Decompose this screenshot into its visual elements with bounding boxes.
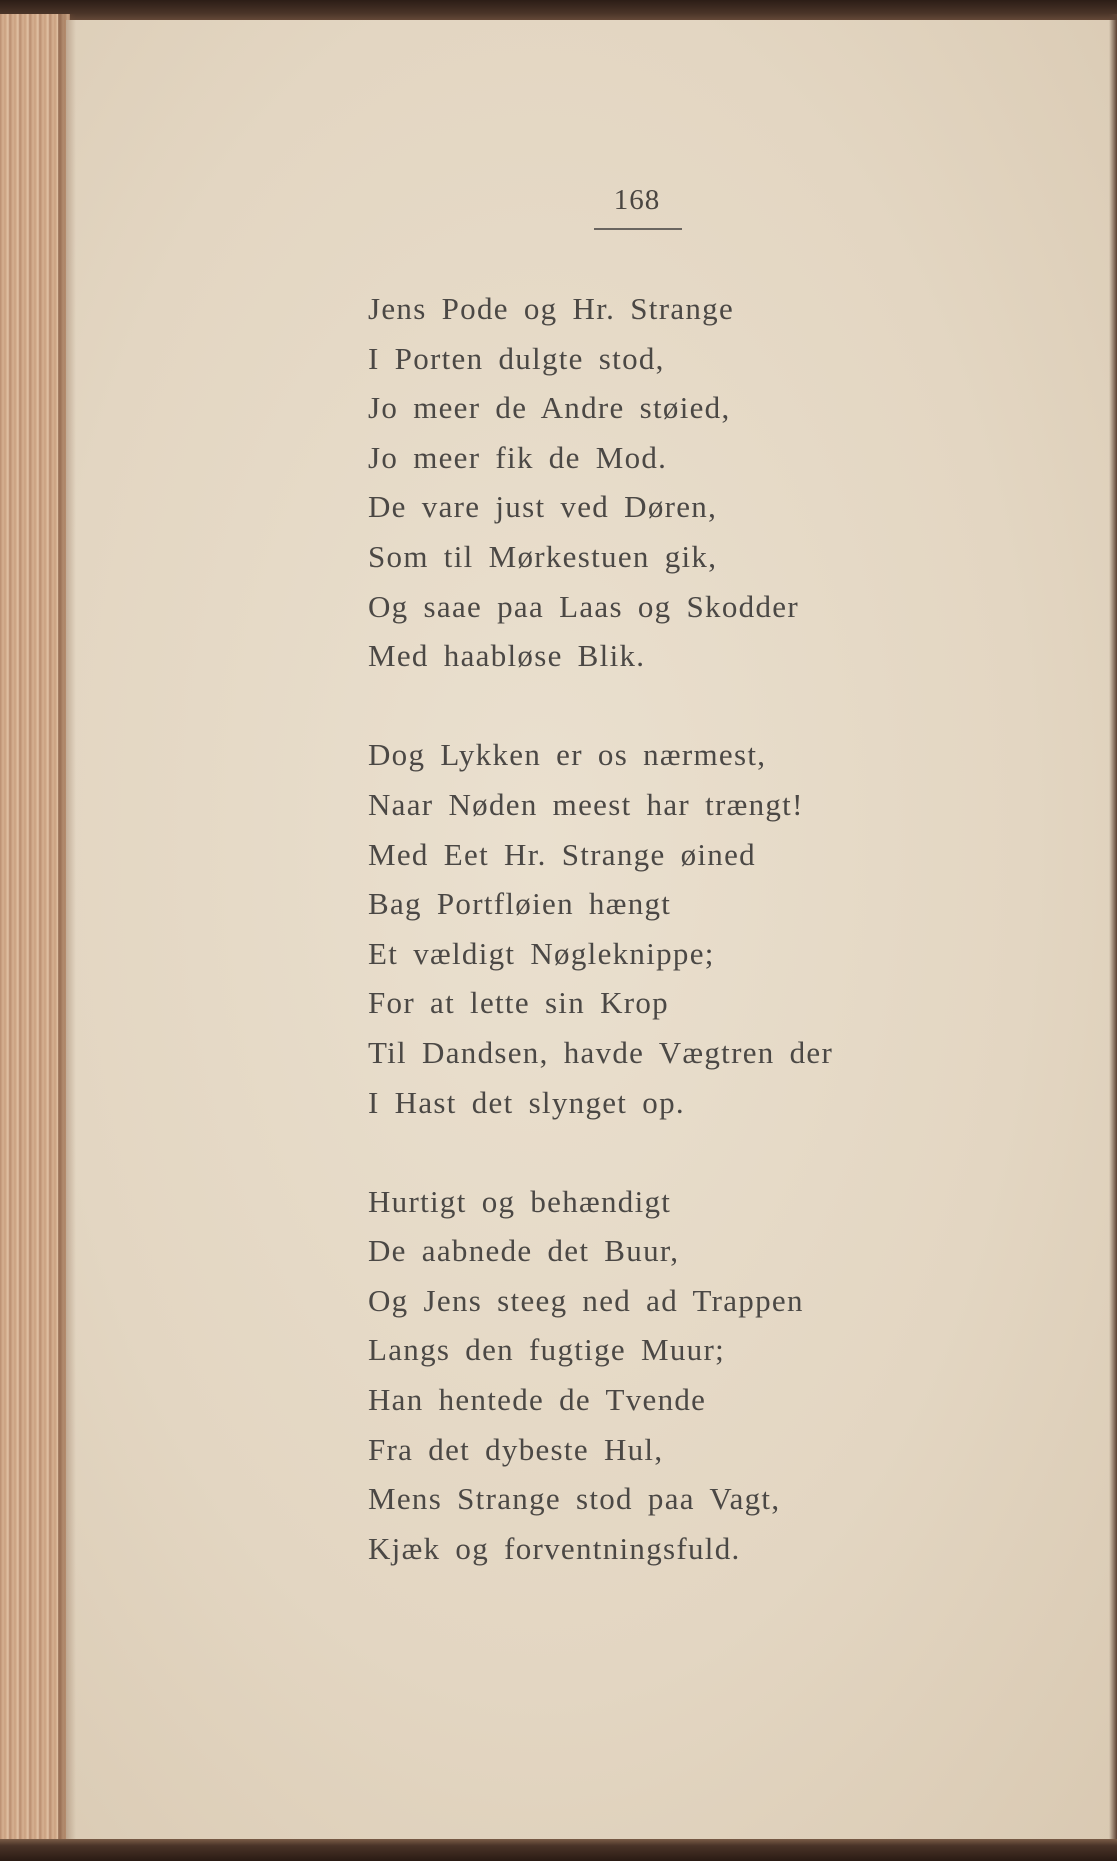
poem-line: Han hentede de Tvende: [368, 1382, 707, 1418]
poem-line: Bag Portfløien hængt: [368, 886, 672, 922]
poem-line: Langs den fugtige Muur;: [368, 1332, 725, 1368]
stanza-1: [368, 284, 1088, 681]
stanza-2: [368, 730, 1088, 1127]
poem-line: Dog Lykken er os nærmest,: [368, 737, 767, 773]
poem-line: Fra det dybeste Hul,: [368, 1431, 664, 1467]
poem-line: Et vældigt Nøgleknippe;: [368, 935, 715, 971]
poem-line: I Hast det slynget op.: [368, 1084, 685, 1120]
poem-line: Til Dandsen, havde Vægtren der: [368, 1034, 834, 1070]
page-number-rule: [594, 228, 682, 230]
stanza-3: [368, 1177, 1088, 1574]
poem-line: For at lette sin Krop: [368, 985, 669, 1021]
poem-line: De aabnede det Buur,: [368, 1233, 680, 1269]
poem-line: I Porten dulgte stod,: [368, 340, 665, 376]
poem-line: Og saae paa Laas og Skodder: [368, 588, 799, 624]
poem: [368, 284, 1088, 1623]
poem-line: Mens Strange stod paa Vagt,: [368, 1481, 781, 1517]
page-number: 168: [613, 184, 661, 216]
right-binding-edge: [1109, 14, 1117, 1846]
poem-line: Med haabløse Blik.: [368, 638, 646, 674]
bottom-binding-edge: [0, 1839, 1117, 1861]
poem-line: De vare just ved Døren,: [368, 489, 718, 525]
gutter-shadow: [58, 14, 76, 1846]
poem-line: Jens Pode og Hr. Strange: [368, 291, 735, 326]
poem-line: Naar Nøden meest har trængt!: [368, 786, 804, 822]
poem-line: Hurtigt og behændigt: [368, 1183, 672, 1219]
poem-line: Jo meer de Andre støied,: [368, 390, 731, 426]
poem-line: Og Jens steeg ned ad Trappen: [368, 1282, 804, 1318]
poem-line: Jo meer fik de Mod.: [368, 439, 668, 475]
poem-line: Som til Mørkestuen gik,: [368, 538, 718, 574]
poem-line: Kjæk og forventningsfuld.: [368, 1530, 741, 1566]
top-binding-edge: [0, 0, 1117, 22]
poem-line: Med Eet Hr. Strange øined: [368, 836, 756, 872]
